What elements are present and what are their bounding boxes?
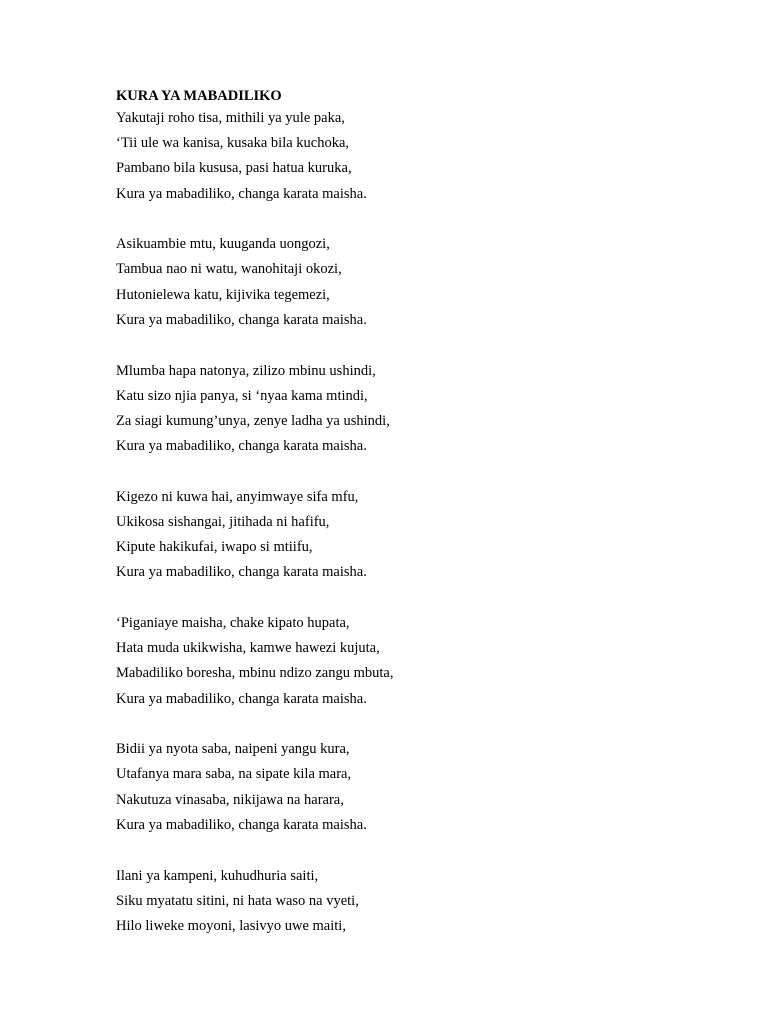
poem-line: Pambano bila kususa, pasi hatua kuruka,	[116, 160, 352, 177]
stanza-7	[116, 864, 716, 940]
poem-line: Hutonielewa katu, kijivika tegemezi,	[116, 286, 330, 303]
poem-line: Mabadiliko boresha, mbinu ndizo zangu mbuta,	[116, 665, 394, 682]
poem-line: Kigezo ni kuwa hai, anyimwaye sifa mfu,	[116, 488, 359, 505]
poem-line: Za siagi kumung’unya, zenye ladha ya ushindi,	[116, 412, 390, 429]
stanza-2	[116, 232, 716, 333]
poem-line: Utafanya mara saba, na sipate kila mara,	[116, 766, 352, 783]
stanza-4	[116, 485, 716, 586]
poem-line: Hilo liweke moyoni, lasivyo uwe maiti,	[116, 917, 346, 934]
poem-title: KURA YA MABADILIKO	[116, 88, 282, 104]
poem-refrain: Kura ya mabadiliko, changa karata maisha.	[116, 311, 367, 328]
poem-line: Ukikosa sishangai, jitihada ni hafifu,	[116, 513, 330, 530]
poem-line: Kipute hakikufai, iwapo si mtiifu,	[116, 539, 313, 556]
poem-line: Mlumba hapa natonya, zilizo mbinu ushindi,	[116, 362, 376, 379]
poem-line: ‘Tii ule wa kanisa, kusaka bila kuchoka,	[116, 135, 350, 152]
stanza-5	[116, 611, 716, 712]
poem-line: ‘Piganiaye maisha, chake kipato hupata,	[116, 615, 350, 631]
poem-line: Tambua nao ni watu, wanohitaji okozi,	[116, 261, 342, 278]
poem-line: Ilani ya kampeni, kuhudhuria saiti,	[116, 867, 319, 884]
poem-line: Katu sizo njia panya, si ‘nyaa kama mtindi,	[116, 387, 368, 404]
document-page	[116, 86, 716, 965]
poem-line: Hata muda ukikwisha, kamwe hawezi kujuta,	[116, 640, 380, 657]
poem-refrain: Kura ya mabadiliko, changa karata maisha.	[116, 690, 367, 707]
poem-line: Yakutaji roho tisa, mithili ya yule paka,	[116, 110, 345, 126]
poem-line: Bidii ya nyota saba, naipeni yangu kura,	[116, 741, 350, 758]
poem-line: Siku myatatu sitini, ni hata waso na vyeti,	[116, 892, 359, 909]
stanza-1	[116, 106, 716, 207]
poem-refrain: Kura ya mabadiliko, changa karata maisha.	[116, 816, 367, 833]
stanza-3	[116, 359, 716, 460]
poem-refrain: Kura ya mabadiliko, changa karata maisha.	[116, 564, 367, 581]
poem-refrain: Kura ya mabadiliko, changa karata maisha.	[116, 185, 367, 202]
stanza-6	[116, 737, 716, 838]
poem-line: Asikuambie mtu, kuuganda uongozi,	[116, 236, 330, 253]
poem-line: Nakutuza vinasaba, nikijawa na harara,	[116, 791, 344, 808]
poem-refrain: Kura ya mabadiliko, changa karata maisha.	[116, 438, 367, 455]
